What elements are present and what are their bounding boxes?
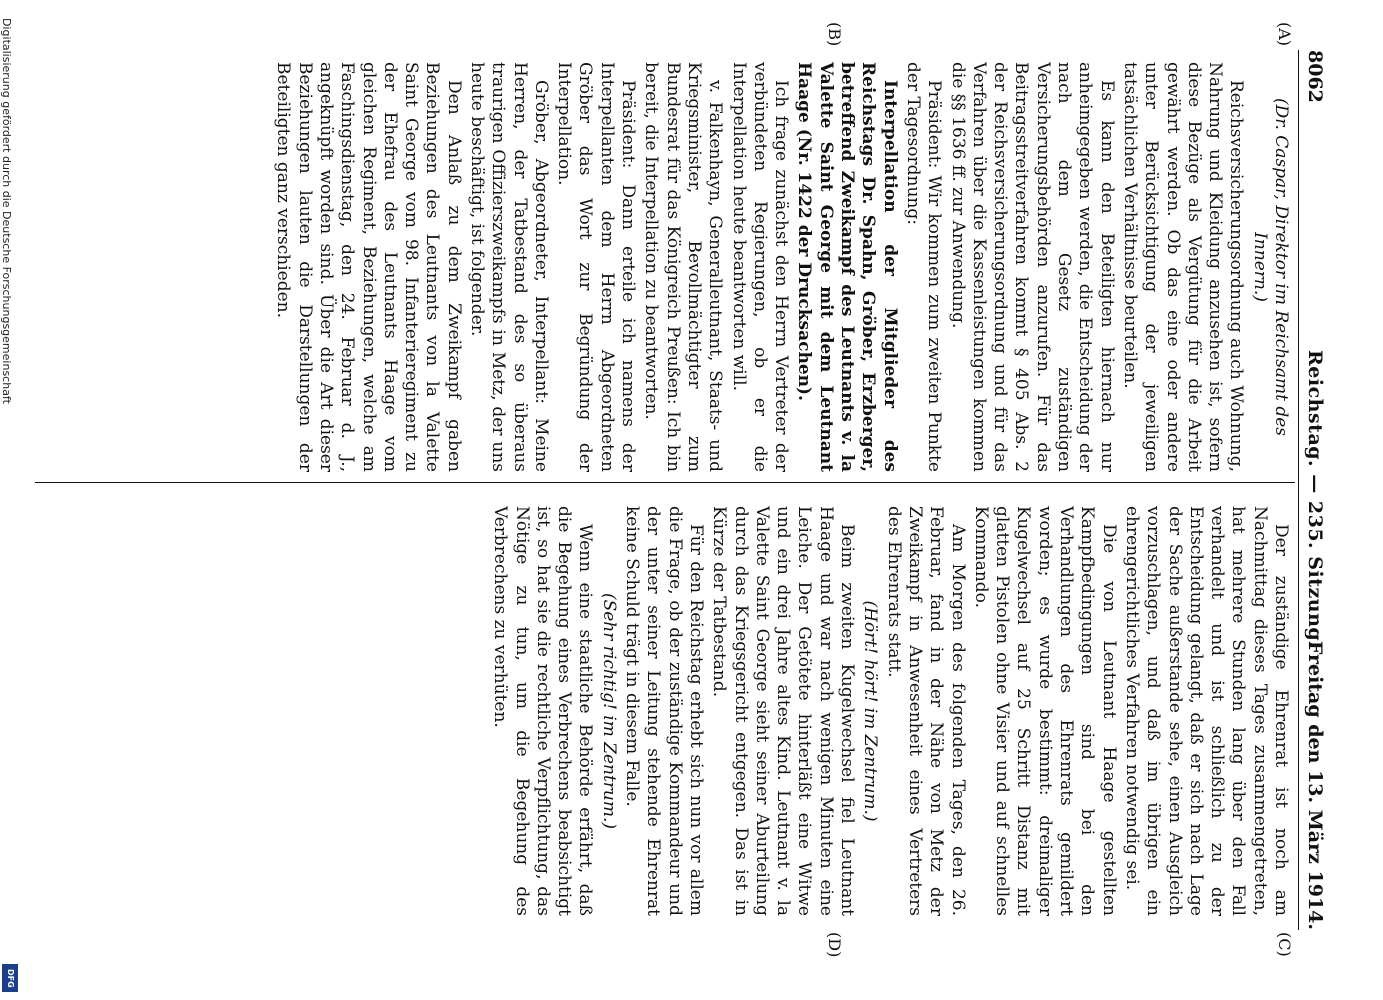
page-number: 8062 [1304, 50, 1326, 103]
dfg-logo: DFG [2, 964, 18, 992]
paragraph: Den Anlaß zu dem Zweikampf gaben Beziehungen des Leutnants von la Valette Saint George vom 98. Infanterieregiment zu der Ehefrau des Leutnants Haage vom gleichen Regiment, Beziehungen, welche am Faschingsdienstag, den 24. Februar d. J., angeknüpft worden sind. Über die Art dieser Beziehungen lauten die Darstellungen der Beteiligten ganz verschieden. [273, 62, 464, 472]
column-divider [35, 482, 1295, 483]
margin-mark-c: (C) [1275, 932, 1294, 957]
digitization-credit [0, 0, 22, 1000]
paragraph: v. Falkenhayn, Generalleutnant, Staats- und Kriegsminister, Bevollmächtigter zum Bundesrat für das Königreich Preußen: Ich bin bereit, die Interpellation zu beantworten. [641, 62, 726, 472]
paragraph: Der zuständige Ehrenrat ist noch am Nachmittag dieses Tages zusammengetreten, hat mehrere Stunden lang über den Fall verhandelt und ist schließlich zu der Entscheidung gelangt, daß er sich nach Lage der Sache außerstande sehe, einen Ausgleich vorzuschlagen, und daß im übrigen ein ehrengerichtliches Verfahren notwendig sei. [1121, 506, 1291, 916]
paragraph: Es kann den Beteiligten hiernach nur anheimgegeben werden, die Entscheidung der nach dem Gesetz zuständigen Versicherungsbehörden anzurufen. Für das Beitragsstreitverfahren kommt § 405 Abs. 2 der Reichsversicherungsordnung und für das Verfahren über die Kassenleistungen kommen die §§ 1636 ff. zur Anwendung. [947, 62, 1117, 472]
paragraph: Am Morgen des folgenden Tages, den 26. Februar, fand in der Nähe von Metz der Zweikampf in Anwesenheit eines Vertreters des Ehrenrats statt. [883, 506, 968, 916]
paragraph: Präsident: Dann erteile ich namens der Interpellanten dem Herrn Abgeordneten Gröber das Wort zur Begründung der Interpellation. [554, 62, 639, 472]
page-header [1298, 50, 1325, 930]
right-column [41, 506, 1291, 916]
paragraph: Die von Leutnant Haage gestellten Kampfbedingungen sind bei den Verhandlungen des Ehrenrats gemildert worden; es wurde bestimmt: dreimaliger Kugelwechsel auf 25 Schritt Distanz mit glatten Pistolen ohne Visier und auf schnelles Kommando. [970, 506, 1119, 916]
paragraph: Für den Reichstag erhebt sich nun vor allem die Frage, ob der zuständige Kommandeur und der unter seiner Leitung stehende Ehrenrat keine Schuld trägt in diesem Falle. [622, 506, 706, 916]
session-date: Freitag den 13. März 1914. [1304, 640, 1326, 930]
interjection: (Sehr richtig! im Zentrum.) [598, 592, 619, 830]
session-title: Reichstag. — 235. Sitzung. [1304, 350, 1326, 649]
interjection: (Hört! hört! im Zentrum.) [860, 600, 881, 822]
paragraph: Präsident: Wir kommen zum zweiten Punkte der Tagesordnung: [902, 62, 945, 472]
newspaper-page [25, 22, 1326, 958]
margin-mark-a: (A) [1275, 22, 1294, 47]
paragraph: Ich frage zunächst den Herrn Vertreter der verbündeten Regierungen, ob er die Interpellation heute beantworten will. [728, 62, 792, 472]
digitization-credit-text: Digitalisierung gefördert durch die Deutsche Forschungsgemeinschaft [0, 18, 13, 404]
rotated-page-content [25, 22, 1326, 958]
paragraph: Beim zweiten Kugelwechsel fiel Leutnant Haage und war nach wenigen Minuten eine Leiche. Der Getötete hinterläßt eine Witwe und ein drei Jahre altes Kind. Leutnant v. la Valette Saint George sieht seiner Aburteilung durch das Kriegsgericht entgegen. Das ist in Kürze der Tatbestand. [709, 506, 858, 916]
interpellation-title: Interpellation der Mitglieder des Reichstags Dr. Spahn, Gröber, Erzberger, betreffend Zweikampf des Leutnants v. la Valette Saint George mit dem Leutnant Haage (Nr. 1422 der Drucksachen). [794, 62, 900, 472]
paragraph: Gröber, Abgeordneter, Interpellant: Meine Herren, der Tatbestand des so überaus traurigen Offizierszweikampfs in Metz, der uns heute beschäftigt, ist folgender. [467, 62, 551, 472]
left-column [41, 62, 1291, 472]
margin-mark-d: (D) [825, 932, 844, 958]
margin-mark-b: (B) [825, 22, 844, 47]
paragraph: Wenn eine staatliche Behörde erfährt, daß die Begehung eines Verbrechens beabsichtigt ist, so hat sie die rechtliche Verpflichtung, das Nötige zu tun, um die Begehung des Verbrechens zu verhüten. [490, 506, 596, 916]
speaker-note: (Dr. Caspar, Direktor im Reichsamt des Innern.) [1249, 97, 1291, 437]
paragraph: Reichsversicherungsordnung auch Wohnung, Nahrung und Kleidung anzusehen ist, sofern diese Bezüge als Vergütung für die Arbeit gewährt werden. Ob das eine oder andere unter Berücksichtigung der jeweiligen tatsächlichen Verhältnisse beurteilen. [1119, 62, 1247, 472]
